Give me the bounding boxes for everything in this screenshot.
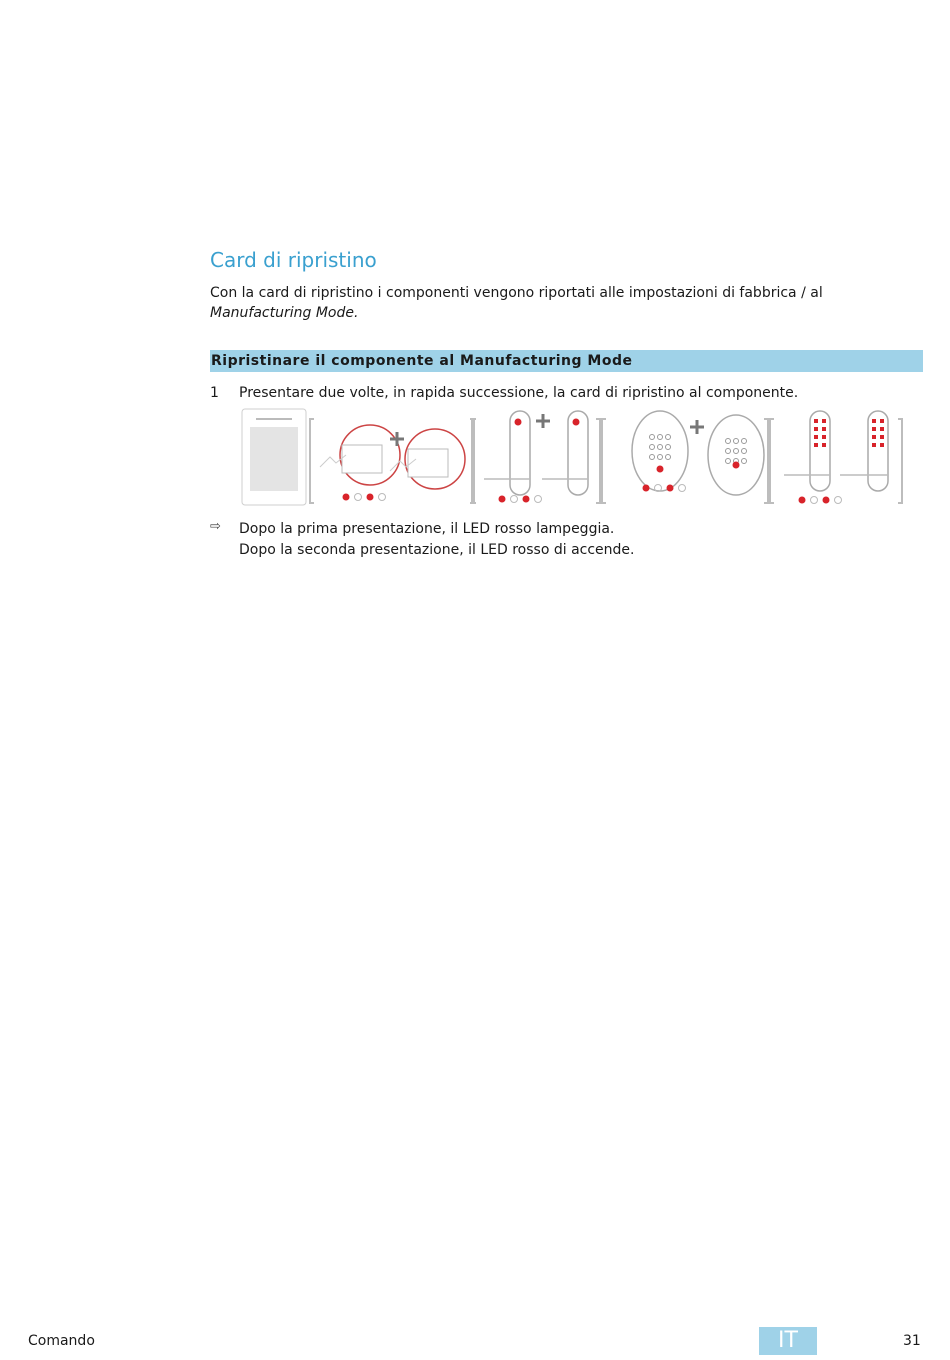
led-sequence-3 — [643, 462, 740, 492]
led-sequence-1 — [343, 494, 386, 501]
panel-handle — [472, 411, 600, 503]
result-line: Dopo la seconda presentazione, il LED rosso di accende. — [239, 542, 635, 558]
reset-card-illustration — [240, 407, 905, 510]
result-line: Dopo la prima presentazione, il LED rosso lampeggia. — [239, 521, 615, 537]
result-text — [239, 519, 634, 561]
step-text: Presentare due volte, in rapida successione, la card di ripristino al componente. — [239, 385, 799, 401]
intro-text: Con la card di ripristino i componenti vengono riportati alle impostazioni di fabbrica / al — [210, 285, 823, 301]
procedure-heading: Ripristinare il componente al Manufacturing Mode — [210, 350, 923, 372]
keypad-leds — [814, 419, 884, 447]
intro-italic: Manufacturing Mode. — [210, 305, 359, 321]
led-sequence-4 — [799, 497, 842, 504]
plus-icon — [690, 420, 704, 434]
plus-icon — [536, 414, 550, 428]
section-title: Card di ripristino — [210, 248, 377, 272]
language-badge: IT — [759, 1327, 817, 1355]
intro-paragraph — [210, 283, 910, 323]
step-number: 1 — [210, 385, 219, 401]
panel-narrow-keypad — [770, 411, 902, 503]
panel-cylinder — [310, 419, 474, 503]
reset-card-image — [242, 409, 306, 505]
arrow-right-icon: ⇨ — [210, 519, 221, 534]
footer-chapter: Comando — [28, 1333, 95, 1349]
page-number: 31 — [903, 1333, 921, 1349]
